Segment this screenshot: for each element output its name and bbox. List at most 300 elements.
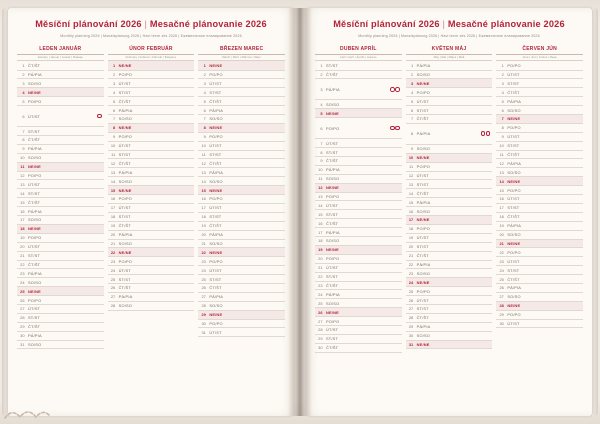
day-row[interactable] <box>315 245 402 254</box>
day-note-area[interactable] <box>377 210 402 219</box>
day-note-area[interactable] <box>467 313 492 322</box>
day-row[interactable] <box>108 168 195 177</box>
day-note-area[interactable] <box>558 310 583 319</box>
day-row[interactable] <box>315 254 402 263</box>
day-row[interactable] <box>315 219 402 228</box>
day-note-area[interactable] <box>79 189 104 198</box>
day-row[interactable] <box>198 70 285 79</box>
day-note-area[interactable] <box>260 301 285 310</box>
day-note-area[interactable] <box>169 203 194 212</box>
day-row[interactable] <box>17 224 104 233</box>
day-note-area[interactable] <box>558 186 583 195</box>
day-note-area[interactable] <box>467 278 492 287</box>
day-note-area[interactable] <box>169 275 194 284</box>
day-row[interactable] <box>496 230 583 239</box>
day-row[interactable] <box>198 168 285 177</box>
day-row[interactable] <box>315 183 402 192</box>
day-row[interactable] <box>17 153 104 162</box>
day-note-area[interactable] <box>79 198 104 207</box>
day-note-area[interactable] <box>169 79 194 88</box>
day-note-area[interactable] <box>558 212 583 221</box>
day-row[interactable] <box>108 159 195 168</box>
day-row[interactable] <box>198 177 285 186</box>
day-row[interactable] <box>496 221 583 230</box>
day-row[interactable] <box>17 260 104 269</box>
day-note-area[interactable] <box>169 97 194 106</box>
day-row[interactable] <box>496 292 583 301</box>
day-row[interactable] <box>496 61 583 70</box>
day-row[interactable] <box>198 106 285 115</box>
day-note-area[interactable] <box>79 287 104 296</box>
day-note-area[interactable] <box>260 123 285 132</box>
day-row[interactable] <box>198 115 285 124</box>
day-note-area[interactable] <box>467 115 492 124</box>
day-note-area[interactable] <box>558 177 583 186</box>
day-note-area[interactable] <box>558 283 583 292</box>
day-note-area[interactable] <box>79 233 104 242</box>
day-row[interactable] <box>17 242 104 251</box>
day-note-area[interactable] <box>79 97 104 106</box>
day-row[interactable] <box>406 260 493 269</box>
day-note-area[interactable] <box>377 334 402 343</box>
day-note-area[interactable] <box>377 245 402 254</box>
day-note-area[interactable] <box>169 168 194 177</box>
day-row[interactable] <box>198 123 285 132</box>
day-row[interactable] <box>17 304 104 313</box>
day-row[interactable] <box>108 195 195 204</box>
day-row[interactable] <box>496 239 583 248</box>
day-row[interactable] <box>496 97 583 106</box>
day-note-area[interactable] <box>79 269 104 278</box>
day-row[interactable] <box>406 278 493 287</box>
day-note-area[interactable] <box>467 233 492 242</box>
day-note-area[interactable] <box>79 180 104 189</box>
day-row[interactable] <box>406 304 493 313</box>
day-row[interactable] <box>496 150 583 159</box>
day-note-area[interactable] <box>377 100 402 109</box>
day-note-area[interactable] <box>558 97 583 106</box>
day-row[interactable] <box>108 248 195 257</box>
day-note-area[interactable] <box>79 136 104 145</box>
day-row[interactable] <box>17 322 104 331</box>
day-note-area[interactable] <box>79 296 104 305</box>
day-note-area[interactable] <box>260 195 285 204</box>
day-row[interactable] <box>315 201 402 210</box>
day-row[interactable] <box>406 322 493 331</box>
day-note-area[interactable] <box>260 292 285 301</box>
day-row[interactable] <box>108 97 195 106</box>
day-row[interactable] <box>315 210 402 219</box>
day-row[interactable] <box>198 230 285 239</box>
day-note-area[interactable] <box>79 304 104 313</box>
day-row[interactable] <box>198 221 285 230</box>
day-row[interactable] <box>315 334 402 343</box>
day-row[interactable] <box>108 275 195 284</box>
day-row[interactable] <box>315 100 402 109</box>
day-note-area[interactable] <box>467 97 492 106</box>
day-note-area[interactable] <box>377 109 402 118</box>
day-note-area[interactable] <box>260 221 285 230</box>
day-note-area[interactable] <box>79 242 104 251</box>
day-note-area[interactable] <box>377 219 402 228</box>
day-row[interactable] <box>406 242 493 251</box>
day-note-area[interactable] <box>377 139 402 148</box>
day-row[interactable] <box>198 203 285 212</box>
day-note-area[interactable] <box>260 150 285 159</box>
day-note-area[interactable] <box>377 192 402 201</box>
day-note-area[interactable] <box>558 141 583 150</box>
day-row[interactable] <box>198 266 285 275</box>
day-note-area[interactable] <box>169 292 194 301</box>
day-note-area[interactable] <box>558 168 583 177</box>
day-row[interactable] <box>198 88 285 97</box>
day-note-area[interactable] <box>260 70 285 79</box>
day-row[interactable] <box>17 287 104 296</box>
day-row[interactable] <box>108 230 195 239</box>
day-note-area[interactable] <box>79 313 104 322</box>
day-note-area[interactable] <box>467 162 492 171</box>
day-row[interactable] <box>406 106 493 115</box>
day-row[interactable] <box>198 186 285 195</box>
day-note-area[interactable] <box>558 115 583 124</box>
day-note-area[interactable] <box>558 248 583 257</box>
day-row[interactable] <box>17 296 104 305</box>
day-row[interactable] <box>496 123 583 132</box>
day-note-area[interactable] <box>260 283 285 292</box>
day-row[interactable] <box>406 97 493 106</box>
day-note-area[interactable] <box>169 230 194 239</box>
day-note-area[interactable] <box>467 287 492 296</box>
day-row[interactable] <box>17 189 104 198</box>
day-row[interactable] <box>406 296 493 305</box>
day-note-area[interactable] <box>260 186 285 195</box>
day-row[interactable] <box>315 165 402 174</box>
day-row[interactable] <box>17 106 104 127</box>
day-note-area[interactable] <box>169 248 194 257</box>
day-note-area[interactable] <box>558 123 583 132</box>
day-row[interactable] <box>406 189 493 198</box>
day-note-area[interactable] <box>377 148 402 157</box>
day-row[interactable] <box>406 88 493 97</box>
day-row[interactable] <box>406 269 493 278</box>
day-note-area[interactable] <box>377 79 402 100</box>
day-row[interactable] <box>315 192 402 201</box>
day-row[interactable] <box>496 168 583 177</box>
day-note-area[interactable] <box>260 79 285 88</box>
day-row[interactable] <box>315 263 402 272</box>
day-note-area[interactable] <box>79 153 104 162</box>
day-row[interactable] <box>406 70 493 79</box>
day-note-area[interactable] <box>260 159 285 168</box>
day-row[interactable] <box>108 88 195 97</box>
day-note-area[interactable] <box>558 257 583 266</box>
day-note-area[interactable] <box>467 144 492 153</box>
day-row[interactable] <box>406 162 493 171</box>
day-note-area[interactable] <box>377 165 402 174</box>
day-note-area[interactable] <box>169 221 194 230</box>
day-note-area[interactable] <box>169 266 194 275</box>
day-note-area[interactable] <box>467 331 492 340</box>
day-note-area[interactable] <box>79 340 104 349</box>
day-row[interactable] <box>198 275 285 284</box>
day-note-area[interactable] <box>467 123 492 144</box>
day-row[interactable] <box>17 269 104 278</box>
day-row[interactable] <box>17 331 104 340</box>
day-row[interactable] <box>108 203 195 212</box>
day-note-area[interactable] <box>169 150 194 159</box>
day-row[interactable] <box>315 299 402 308</box>
day-row[interactable] <box>17 233 104 242</box>
day-note-area[interactable] <box>79 70 104 79</box>
day-row[interactable] <box>496 310 583 319</box>
day-note-area[interactable] <box>260 61 285 70</box>
day-row[interactable] <box>17 162 104 171</box>
day-note-area[interactable] <box>169 301 194 310</box>
day-row[interactable] <box>198 283 285 292</box>
day-row[interactable] <box>406 287 493 296</box>
day-row[interactable] <box>17 207 104 216</box>
day-note-area[interactable] <box>79 162 104 171</box>
day-row[interactable] <box>198 239 285 248</box>
day-note-area[interactable] <box>558 150 583 159</box>
day-note-area[interactable] <box>467 189 492 198</box>
day-note-area[interactable] <box>169 132 194 141</box>
day-note-area[interactable] <box>377 201 402 210</box>
day-note-area[interactable] <box>79 322 104 331</box>
day-note-area[interactable] <box>558 292 583 301</box>
day-note-area[interactable] <box>467 180 492 189</box>
day-note-area[interactable] <box>467 198 492 207</box>
day-row[interactable] <box>406 207 493 216</box>
day-row[interactable] <box>406 340 493 349</box>
day-row[interactable] <box>496 301 583 310</box>
day-note-area[interactable] <box>558 266 583 275</box>
day-row[interactable] <box>496 141 583 150</box>
day-note-area[interactable] <box>169 106 194 115</box>
day-row[interactable] <box>315 118 402 139</box>
day-row[interactable] <box>406 198 493 207</box>
day-note-area[interactable] <box>377 325 402 334</box>
day-note-area[interactable] <box>377 183 402 192</box>
day-row[interactable] <box>315 79 402 100</box>
day-note-area[interactable] <box>467 216 492 225</box>
day-row[interactable] <box>315 281 402 290</box>
day-row[interactable] <box>315 237 402 246</box>
day-row[interactable] <box>406 171 493 180</box>
day-note-area[interactable] <box>467 171 492 180</box>
day-row[interactable] <box>496 88 583 97</box>
day-row[interactable] <box>198 132 285 141</box>
day-row[interactable] <box>496 177 583 186</box>
day-row[interactable] <box>108 292 195 301</box>
day-note-area[interactable] <box>377 228 402 237</box>
day-note-area[interactable] <box>79 144 104 153</box>
day-note-area[interactable] <box>260 106 285 115</box>
day-row[interactable] <box>198 328 285 337</box>
day-row[interactable] <box>496 186 583 195</box>
day-note-area[interactable] <box>79 106 104 127</box>
day-note-area[interactable] <box>467 79 492 88</box>
day-note-area[interactable] <box>260 248 285 257</box>
day-row[interactable] <box>198 150 285 159</box>
day-note-area[interactable] <box>169 88 194 97</box>
day-row[interactable] <box>17 198 104 207</box>
day-row[interactable] <box>108 221 195 230</box>
day-row[interactable] <box>406 224 493 233</box>
day-row[interactable] <box>496 106 583 115</box>
day-row[interactable] <box>406 115 493 124</box>
day-note-area[interactable] <box>467 88 492 97</box>
day-note-area[interactable] <box>467 61 492 70</box>
day-note-area[interactable] <box>377 118 402 139</box>
day-note-area[interactable] <box>467 340 492 349</box>
day-row[interactable] <box>406 313 493 322</box>
day-note-area[interactable] <box>467 304 492 313</box>
day-row[interactable] <box>108 61 195 70</box>
day-note-area[interactable] <box>260 203 285 212</box>
day-note-area[interactable] <box>377 237 402 246</box>
day-row[interactable] <box>315 174 402 183</box>
day-row[interactable] <box>108 115 195 124</box>
day-row[interactable] <box>198 248 285 257</box>
day-note-area[interactable] <box>79 88 104 97</box>
day-note-area[interactable] <box>260 266 285 275</box>
day-note-area[interactable] <box>558 275 583 284</box>
day-row[interactable] <box>17 70 104 79</box>
day-row[interactable] <box>496 203 583 212</box>
day-note-area[interactable] <box>260 97 285 106</box>
day-note-area[interactable] <box>169 115 194 124</box>
day-note-area[interactable] <box>377 317 402 326</box>
day-row[interactable] <box>496 266 583 275</box>
day-row[interactable] <box>108 186 195 195</box>
day-note-area[interactable] <box>260 310 285 319</box>
day-note-area[interactable] <box>260 328 285 337</box>
day-row[interactable] <box>496 248 583 257</box>
day-row[interactable] <box>198 212 285 221</box>
day-note-area[interactable] <box>467 242 492 251</box>
day-row[interactable] <box>315 325 402 334</box>
day-row[interactable] <box>108 106 195 115</box>
day-note-area[interactable] <box>377 61 402 70</box>
day-note-area[interactable] <box>377 308 402 317</box>
day-note-area[interactable] <box>558 239 583 248</box>
day-note-area[interactable] <box>169 141 194 150</box>
day-note-area[interactable] <box>260 257 285 266</box>
day-row[interactable] <box>108 132 195 141</box>
day-row[interactable] <box>496 257 583 266</box>
day-row[interactable] <box>108 212 195 221</box>
day-row[interactable] <box>17 88 104 97</box>
day-row[interactable] <box>108 79 195 88</box>
day-note-area[interactable] <box>79 224 104 233</box>
day-note-area[interactable] <box>169 159 194 168</box>
day-row[interactable] <box>315 272 402 281</box>
day-row[interactable] <box>108 239 195 248</box>
day-row[interactable] <box>198 141 285 150</box>
day-note-area[interactable] <box>169 212 194 221</box>
day-row[interactable] <box>17 278 104 287</box>
day-note-area[interactable] <box>377 290 402 299</box>
day-note-area[interactable] <box>79 260 104 269</box>
day-row[interactable] <box>406 61 493 70</box>
day-note-area[interactable] <box>558 159 583 168</box>
day-note-area[interactable] <box>260 212 285 221</box>
day-note-area[interactable] <box>169 70 194 79</box>
day-note-area[interactable] <box>467 70 492 79</box>
day-note-area[interactable] <box>558 203 583 212</box>
day-note-area[interactable] <box>260 319 285 328</box>
day-row[interactable] <box>315 109 402 118</box>
day-note-area[interactable] <box>169 195 194 204</box>
day-note-area[interactable] <box>79 216 104 225</box>
day-note-area[interactable] <box>169 61 194 70</box>
day-note-area[interactable] <box>260 275 285 284</box>
day-note-area[interactable] <box>169 177 194 186</box>
day-note-area[interactable] <box>558 61 583 70</box>
day-row[interactable] <box>496 132 583 141</box>
day-row[interactable] <box>315 157 402 166</box>
day-note-area[interactable] <box>377 263 402 272</box>
day-row[interactable] <box>17 216 104 225</box>
day-note-area[interactable] <box>467 269 492 278</box>
day-row[interactable] <box>315 70 402 79</box>
day-row[interactable] <box>315 308 402 317</box>
day-note-area[interactable] <box>377 281 402 290</box>
day-note-area[interactable] <box>79 127 104 136</box>
day-row[interactable] <box>315 139 402 148</box>
day-note-area[interactable] <box>467 322 492 331</box>
day-row[interactable] <box>108 301 195 310</box>
day-note-area[interactable] <box>169 123 194 132</box>
day-note-area[interactable] <box>169 239 194 248</box>
day-row[interactable] <box>198 195 285 204</box>
day-row[interactable] <box>315 148 402 157</box>
day-row[interactable] <box>198 79 285 88</box>
day-row[interactable] <box>108 141 195 150</box>
day-row[interactable] <box>108 70 195 79</box>
day-row[interactable] <box>198 292 285 301</box>
day-note-area[interactable] <box>79 251 104 260</box>
day-row[interactable] <box>496 79 583 88</box>
day-row[interactable] <box>198 61 285 70</box>
day-row[interactable] <box>17 313 104 322</box>
day-row[interactable] <box>315 317 402 326</box>
day-note-area[interactable] <box>558 319 583 328</box>
day-row[interactable] <box>108 266 195 275</box>
day-row[interactable] <box>17 97 104 106</box>
day-row[interactable] <box>108 123 195 132</box>
day-row[interactable] <box>406 180 493 189</box>
day-row[interactable] <box>406 251 493 260</box>
day-note-area[interactable] <box>260 141 285 150</box>
day-note-area[interactable] <box>79 207 104 216</box>
day-note-area[interactable] <box>260 132 285 141</box>
day-note-area[interactable] <box>377 343 402 352</box>
day-row[interactable] <box>17 251 104 260</box>
day-note-area[interactable] <box>467 106 492 115</box>
day-note-area[interactable] <box>558 79 583 88</box>
day-note-area[interactable] <box>558 301 583 310</box>
day-note-area[interactable] <box>467 260 492 269</box>
day-row[interactable] <box>496 283 583 292</box>
day-row[interactable] <box>198 319 285 328</box>
day-note-area[interactable] <box>260 88 285 97</box>
day-row[interactable] <box>198 301 285 310</box>
day-note-area[interactable] <box>467 251 492 260</box>
day-note-area[interactable] <box>467 296 492 305</box>
day-row[interactable] <box>406 153 493 162</box>
